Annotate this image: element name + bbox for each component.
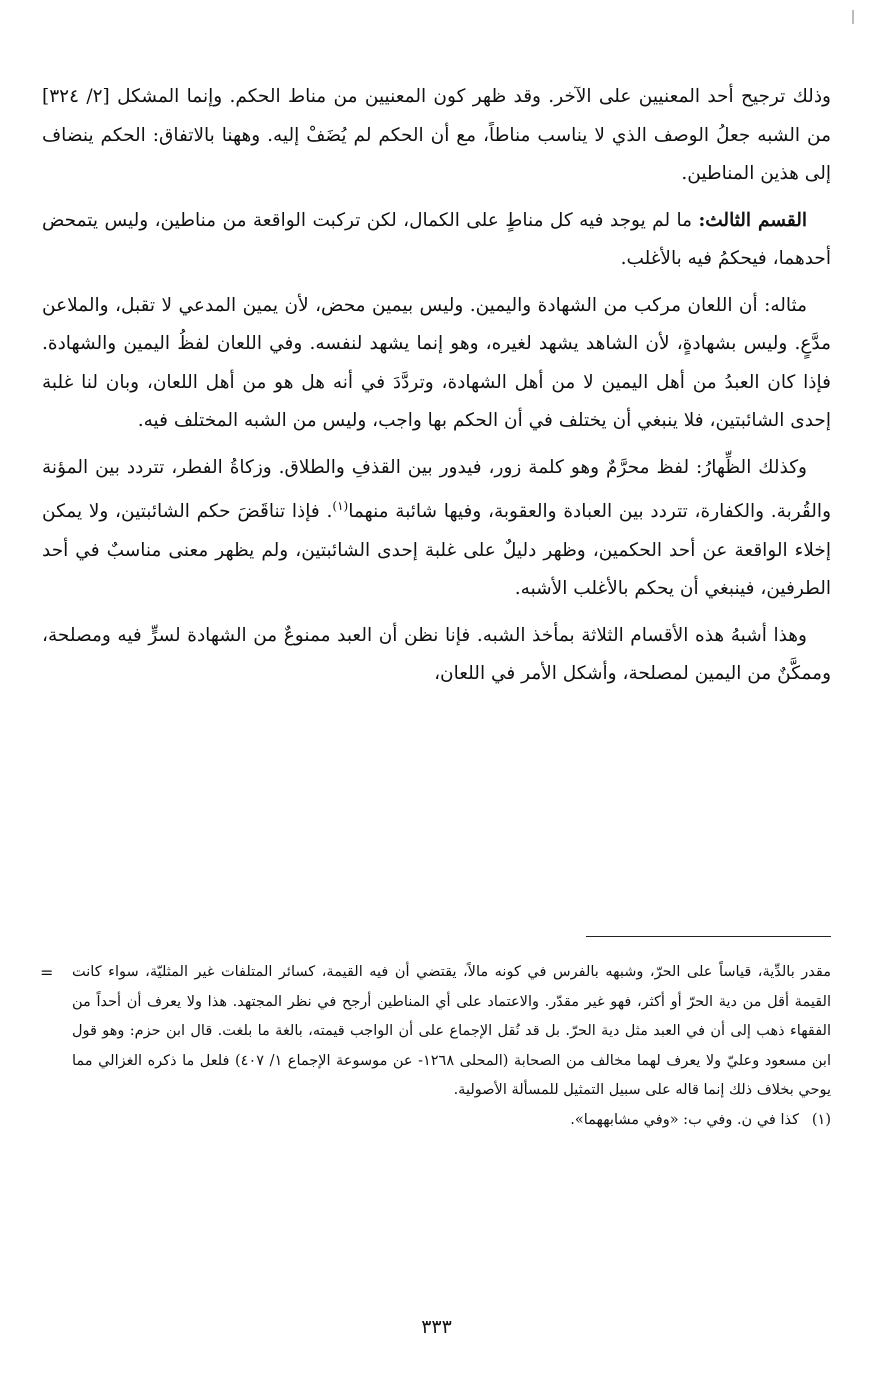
paragraph-4-text-b: . فإذا تناقَضَ حكم الشائبتين، ولا يمكن إخلاء الواقعة عن أحد الحكمين، وظهر دليلٌ على غلبة إحدى الشائبتين، ولم يظهر معنى مناسبٌ في أحد الطرفين، فينبغي أن يحكم بالأغلب الأشبه. [42,501,831,600]
footnote-continued-text: مقدر بالدِّية، قياساً على الحرّ، وشبهه بالفرس في كونه مالاً، يقتضي أن فيه القيمة، كسائر المتلفات غير المثليّة، سواء كانت القيمة أقل من دية الحرّ أو أكثر، فهو غير مقدّر. والاعتماد على أي المناطين أرجح في نظر المجتهد. هذا ولا يعرف أن أحداً من الفقهاء ذهب إلى أن في العبد مثل دية الحرّ. بل قد نُقل الإجماع على أن الواجب قيمته، بالغة ما بلغت. قال ابن حزم: وهو قول ابن مسعود وعليّ ولا يعرف لهما مخالف من الصحابة (المحلى ١٢٦٨- عن موسوعة الإجماع ١/ ٤٠٧) فلعل ما ذكره الغزالي مما يوحي بخلاف ذلك إنما قاله على سبيل التمثيل للمسألة الأصولية. [72,964,831,1098]
footnote-reference: (١) [332,499,349,513]
footnotes [36,958,831,1135]
footnote-1 [36,1106,831,1136]
paragraph-4-text-a: وكذلك الظِّهارُ: لفظ محرَّمٌ وهو كلمة زور، فيدور بين القذفِ والطلاق. وزكاةُ الفطر، تتردد بين المؤنة والقُربة. والكفارة، تتردد بين العبادة والعقوبة، وفيها شائبة منهما [42,456,832,523]
paragraph-5: وهذا أشبهُ هذه الأقسام الثلاثة بمأخذ الشبه. فإنا نظن أن العبد ممنوعٌ من الشهادة لسرٍّ فيه ومصلحة، وممكَّنٌ من اليمين لمصلحة، وأشكل الأمر في اللعان، [42,624,831,685]
page-number: ٣٣٣ [421,1316,452,1338]
footnote-continued [36,958,831,1106]
section-label: القسم الثالث: [698,209,807,231]
continuation-mark: = [40,963,54,982]
paragraph-4 [42,449,831,609]
main-text [42,78,831,694]
scan-edge-mark [852,10,854,24]
paragraph-3: مثاله: أن اللعان مركب من الشهادة واليمين. وليس بيمين محض، لأن يمين المدعي لا تقبل، والملاعن مدَّعٍ. وليس بشهادةٍ، لأن الشاهد يشهد لغيره، وهو إنما يشهد لنفسه. وفي اللعان لفظُ اليمين والشهادة. فإذا كان العبدُ من أهل اليمين لا من أهل الشهادة، وتردَّدَ في أنه هل هو من أهل اللعان، وبان لنا غلبة إحدى الشائبتين، فلا ينبغي أن يختلف في أن الحكم بها واجب، وليس من الشبه المختلف فيه. [42,294,831,431]
footnote-separator [586,936,831,937]
paragraph-2-text: ما لم يوجد فيه كل مناطٍ على الكمال، لكن تركبت الواقعة من مناطين، وليس يتمحض أحدهما، فيحكمُ فيه بالأغلب. [42,209,831,269]
footnote-1-text: كذا في ن. وفي ب: «وفي مشابههما». [570,1111,799,1128]
paragraph-2 [42,202,831,279]
paragraph-1: وذلك ترجيح أحد المعنيين على الآخر. وقد ظهر كون المعنيين من مناط الحكم. وإنما المشكل [٢/ ٣٢٤] من الشبه جعلُ الوصف الذي لا يناسب مناطاً، مع أن الحكم لم يُضَفْ إليه. وههنا بالاتفاق: الحكم ينضاف إلى هذين المناطين. [42,86,831,184]
footnote-1-number: (١) [811,1111,831,1128]
